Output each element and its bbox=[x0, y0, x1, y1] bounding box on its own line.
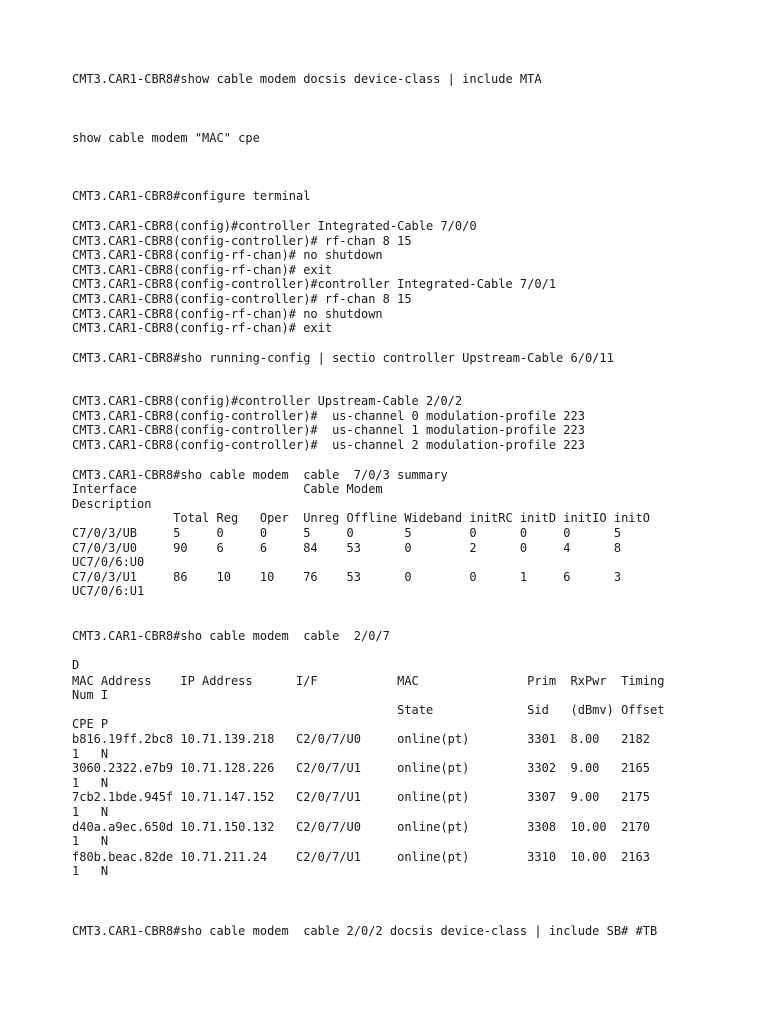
modem-output-line: CPE P bbox=[72, 717, 109, 732]
summary-line: Description bbox=[72, 496, 152, 511]
modem-row: d40a.a9ec.650d 10.71.150.132 C2/0/7/U0 online(pt) 3308 10.00 2170 bbox=[72, 819, 650, 834]
config-line: CMT3.CAR1-CBR8(config-rf-chan)# exit bbox=[72, 262, 333, 277]
upstream-line: CMT3.CAR1-CBR8(config-controller)# us-channel 2 modulation-profile 223 bbox=[72, 437, 585, 452]
summary-line: Interface Cable Modem bbox=[72, 482, 383, 497]
config-line: CMT3.CAR1-CBR8(config-controller)#controller Integrated-Cable 7/0/1 bbox=[72, 277, 557, 292]
modem-output-line: CMT3.CAR1-CBR8#sho cable modem cable 2/0/7 bbox=[72, 628, 390, 643]
summary-line: C7/0/3/UB 5 0 0 5 0 5 0 0 0 5 bbox=[72, 525, 622, 540]
config-line: CMT3.CAR1-CBR8(config-controller)# rf-chan 8 15 bbox=[72, 233, 412, 248]
modem-row: b816.19ff.2bc8 10.71.139.218 C2/0/7/U0 online(pt) 3301 8.00 2182 bbox=[72, 731, 650, 746]
summary-line: C7/0/3/U0 90 6 6 84 53 0 2 0 4 8 bbox=[72, 540, 622, 555]
summary-line: Total Reg Oper Unreg Offline Wideband initRC initD initIO initO bbox=[72, 511, 650, 526]
upstream-line: CMT3.CAR1-CBR8(config)#controller Upstream-Cable 2/0/2 bbox=[72, 394, 463, 408]
config-line: CMT3.CAR1-CBR8(config-rf-chan)# no shutdown bbox=[72, 306, 383, 321]
config-line: CMT3.CAR1-CBR8(config-controller)# rf-chan 8 15 bbox=[72, 292, 412, 306]
command-mta-lookup: CMT3.CAR1-CBR8#show cable modem docsis device-class | include MTA bbox=[72, 72, 542, 86]
modem-row: f80b.beac.82de 10.71.211.24 C2/0/7/U1 online(pt) 3310 10.00 2163 bbox=[72, 849, 650, 864]
config-line: CMT3.CAR1-CBR8(config-rf-chan)# no shutdown bbox=[72, 248, 383, 263]
modem-row: 3060.2322.e7b9 10.71.128.226 C2/0/7/U1 online(pt) 3302 9.00 2165 bbox=[72, 761, 650, 776]
modem-row-cpe: 1 N bbox=[72, 746, 109, 761]
command-running-config: CMT3.CAR1-CBR8#sho running-config | sectio controller Upstream-Cable 6/0/11 bbox=[72, 350, 614, 365]
config-line: CMT3.CAR1-CBR8(config)#controller Integrated-Cable 7/0/0 bbox=[72, 219, 477, 233]
modem-row-cpe: 1 N bbox=[72, 864, 109, 879]
command-cpe-lookup: show cable modem "MAC" cpe bbox=[72, 131, 260, 145]
summary-line: C7/0/3/U1 86 10 10 76 53 0 0 1 6 3 bbox=[72, 569, 622, 584]
config-line: CMT3.CAR1-CBR8(config-rf-chan)# exit bbox=[72, 321, 333, 336]
modem-row-cpe: 1 N bbox=[72, 804, 109, 819]
command-configure: CMT3.CAR1-CBR8#configure terminal bbox=[72, 189, 311, 203]
modem-output-line: MAC Address IP Address I/F MAC Prim RxPwr Timing bbox=[72, 673, 665, 688]
upstream-line: CMT3.CAR1-CBR8(config-controller)# us-channel 1 modulation-profile 223 bbox=[72, 423, 585, 438]
summary-line: UC7/0/6:U0 bbox=[72, 555, 145, 570]
modem-row-cpe: 1 N bbox=[72, 775, 109, 790]
modem-row-cpe: 1 N bbox=[72, 834, 109, 849]
command-final: CMT3.CAR1-CBR8#sho cable modem cable 2/0/2 docsis device-class | include SB# #TB bbox=[72, 923, 658, 938]
modem-output-line: D bbox=[72, 657, 80, 672]
summary-line: UC7/0/6:U1 bbox=[72, 584, 145, 599]
modem-output-line: Num I bbox=[72, 688, 109, 703]
modem-row: 7cb2.1bde.945f 10.71.147.152 C2/0/7/U1 online(pt) 3307 9.00 2175 bbox=[72, 790, 650, 805]
modem-output-line: State Sid (dBmv) Offset bbox=[72, 702, 665, 717]
summary-line: CMT3.CAR1-CBR8#sho cable modem cable 7/0/3 summary bbox=[72, 467, 448, 482]
upstream-line: CMT3.CAR1-CBR8(config-controller)# us-channel 0 modulation-profile 223 bbox=[72, 408, 585, 423]
